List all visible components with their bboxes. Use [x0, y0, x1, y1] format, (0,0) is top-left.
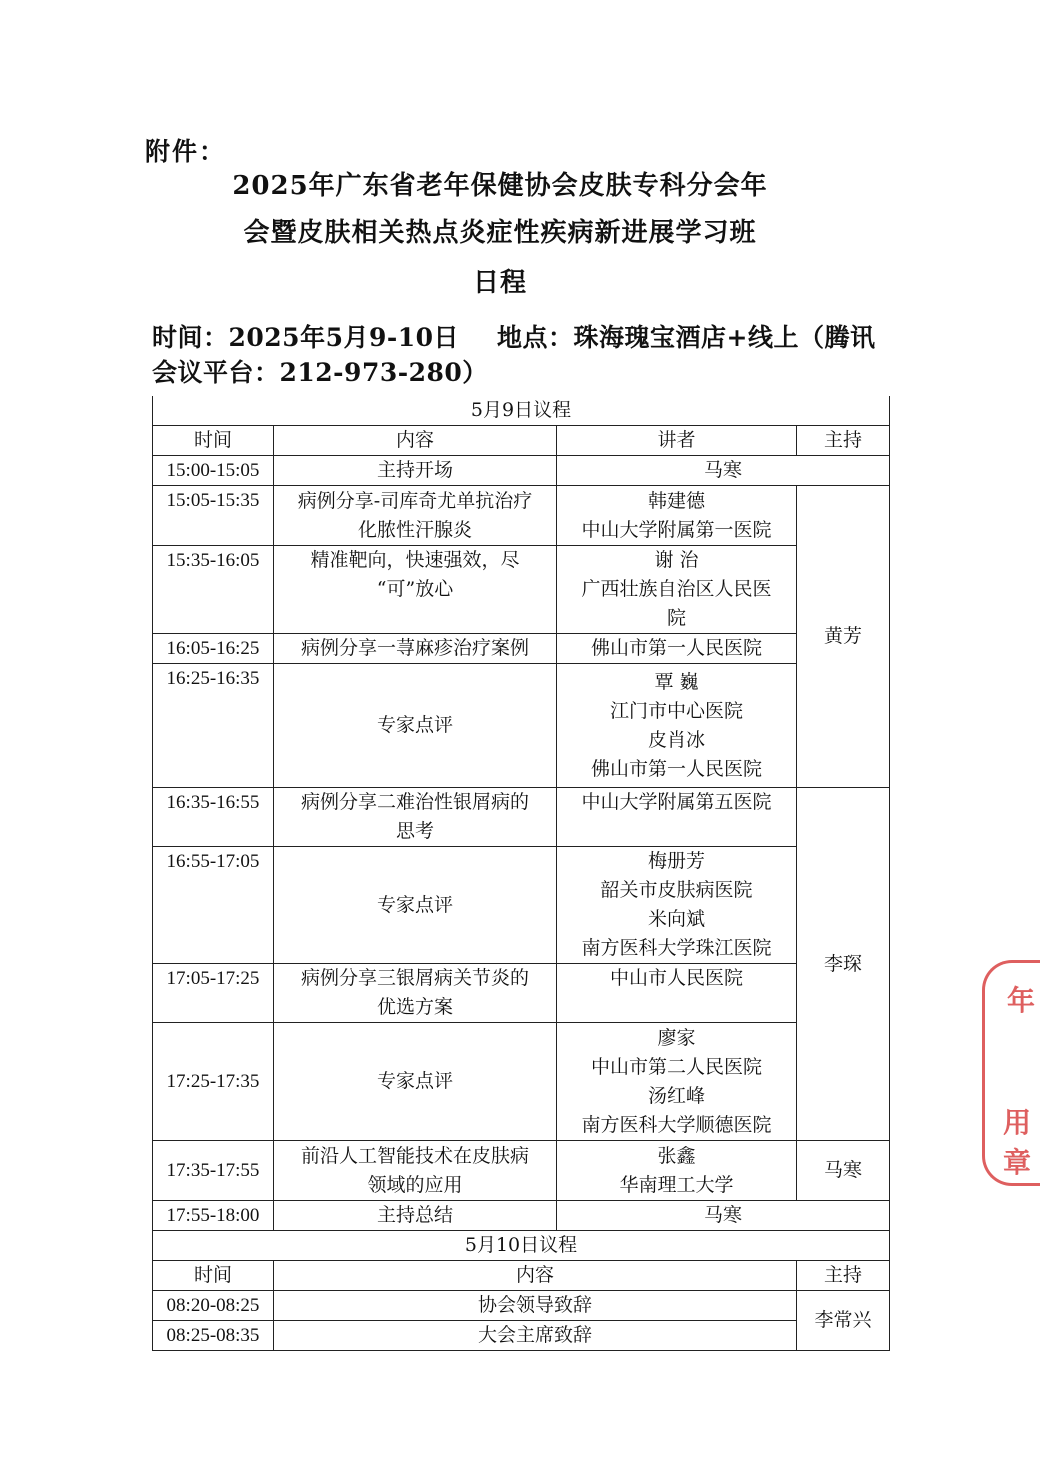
- content-line: 优选方案: [376, 996, 453, 1018]
- session-speaker: 佛山市第一人民医院: [557, 634, 797, 664]
- table-row: [153, 1321, 890, 1351]
- schedule-table: [152, 396, 890, 1351]
- speaker-name: 米向斌: [647, 908, 705, 930]
- session-speaker: 马寒: [557, 1201, 890, 1231]
- session-content: [274, 1141, 557, 1201]
- day2-column-header-row: [153, 1261, 890, 1291]
- table-row: [153, 546, 890, 634]
- session-speaker: 马寒: [557, 456, 890, 486]
- seal-char: 用章: [1003, 1106, 1032, 1179]
- session-time: 16:25-16:35: [153, 664, 274, 788]
- speaker-affiliation: 南方医科大学珠江医院: [581, 937, 772, 959]
- table-row: [153, 1291, 890, 1321]
- table-row: [153, 847, 890, 964]
- session-speaker: [557, 1023, 797, 1141]
- column-header-host: 主持: [797, 1261, 890, 1291]
- title-line-3: 日程: [472, 268, 527, 298]
- day1-header: 5月9日议程: [153, 396, 890, 426]
- table-row: [153, 1023, 890, 1141]
- session-speaker: [557, 546, 797, 634]
- speaker-affiliation: 院: [666, 607, 686, 629]
- speaker-name: 汤红峰: [647, 1084, 705, 1107]
- speaker-name: 覃 巍: [654, 670, 699, 693]
- host-cell: 马寒: [797, 1141, 890, 1201]
- column-header-time: 时间: [153, 426, 274, 456]
- session-content: 主持总结: [274, 1201, 557, 1231]
- table-row: [153, 788, 890, 847]
- speaker-affiliation: 南方医科大学顺德医院: [581, 1113, 772, 1136]
- speaker-name: 廖家: [657, 1026, 696, 1049]
- day1-header-row: [153, 396, 890, 426]
- column-header-host: 主持: [797, 426, 890, 456]
- session-time: 16:05-16:25: [153, 634, 274, 664]
- session-time: 17:35-17:55: [153, 1141, 274, 1201]
- speaker-affiliation: 中山市第二人民医院: [590, 1055, 762, 1078]
- attachment-label: 附件：: [145, 137, 227, 166]
- content-line: 前沿人工智能技术在皮肤病: [300, 1144, 529, 1167]
- table-row: [153, 634, 890, 664]
- session-time: 15:00-15:05: [153, 456, 274, 486]
- session-content: 专家点评: [274, 664, 557, 788]
- official-seal-fragment: [982, 960, 1040, 1186]
- session-content: [274, 546, 557, 634]
- session-content: 大会主席致辞: [274, 1321, 797, 1351]
- content-line: 病例分享三银屑病关节炎的: [300, 967, 529, 989]
- content-line: 精准靶向，快速强效，尽: [310, 549, 520, 571]
- speaker-name: 张鑫: [657, 1144, 696, 1167]
- content-line: “可”放心: [376, 578, 454, 600]
- session-content: 主持开场: [274, 456, 557, 486]
- speaker-affiliation: 华南理工大学: [619, 1173, 734, 1196]
- table-row: [153, 456, 890, 486]
- content-line: 化脓性汗腺炎: [357, 518, 472, 541]
- speaker-affiliation: 中山大学附属第一医院: [581, 518, 772, 541]
- speaker-name: 谢 治: [654, 549, 699, 571]
- session-time: 08:25-08:35: [153, 1321, 274, 1351]
- table-row: [153, 1141, 890, 1201]
- host-cell: 黄芳: [797, 486, 890, 788]
- session-time: 16:55-17:05: [153, 847, 274, 964]
- session-time: 17:25-17:35: [153, 1023, 274, 1141]
- column-header-content: 内容: [274, 1261, 797, 1291]
- session-speaker: [557, 664, 797, 788]
- column-header-content: 内容: [274, 426, 557, 456]
- session-content: [274, 788, 557, 847]
- session-speaker: 中山大学附属第五医院: [557, 788, 797, 847]
- table-row: [153, 964, 890, 1023]
- meeting-location: 地点：珠海瑰宝酒店+线上（腾讯: [497, 323, 876, 352]
- table-row: [153, 486, 890, 546]
- session-content: [274, 964, 557, 1023]
- session-speaker: 中山市人民医院: [557, 964, 797, 1023]
- content-line: 领域的应用: [367, 1173, 463, 1196]
- day1-column-header-row: [153, 426, 890, 456]
- meeting-info-line-1: [152, 318, 876, 354]
- session-time: 17:05-17:25: [153, 964, 274, 1023]
- title-line-1: 2025年广东省老年保健协会皮肤专科分会年: [232, 171, 768, 201]
- session-time: 17:55-18:00: [153, 1201, 274, 1231]
- session-time: 08:20-08:25: [153, 1291, 274, 1321]
- content-line: 思考: [395, 820, 434, 842]
- content-line: 病例分享-司库奇尤单抗治疗: [297, 489, 533, 512]
- day2-header: 5月10日议程: [153, 1231, 890, 1261]
- speaker-name: 皮肖冰: [647, 728, 705, 751]
- column-header-time: 时间: [153, 1261, 274, 1291]
- table-row: [153, 1201, 890, 1231]
- day2-header-row: [153, 1231, 890, 1261]
- session-content: 专家点评: [274, 847, 557, 964]
- session-speaker: [557, 486, 797, 546]
- session-content: 病例分享一荨麻疹治疗案例: [274, 634, 557, 664]
- speaker-affiliation: 江门市中心医院: [609, 699, 743, 722]
- speaker-affiliation: 广西壮族自治区人民医: [581, 578, 772, 600]
- session-time: 15:35-16:05: [153, 546, 274, 634]
- session-content: 专家点评: [274, 1023, 557, 1141]
- host-cell: 李琛: [797, 788, 890, 1141]
- speaker-name: 韩建德: [647, 489, 705, 512]
- title-line-2: 会暨皮肤相关热点炎症性疾病新进展学习班: [243, 218, 757, 248]
- meeting-time: 时间：2025年5月9-10日: [152, 323, 460, 352]
- session-speaker: [557, 1141, 797, 1201]
- speaker-name: 梅册芳: [647, 850, 705, 872]
- session-content: [274, 486, 557, 546]
- host-cell: 李常兴: [797, 1291, 890, 1351]
- seal-char: 年: [1007, 984, 1036, 1017]
- content-line: 病例分享二难治性银屑病的: [300, 791, 529, 813]
- meeting-info-line-2: 会议平台：212-973-280）: [152, 358, 488, 387]
- table-row: [153, 664, 890, 788]
- column-header-speaker: 讲者: [557, 426, 797, 456]
- speaker-affiliation: 韶关市皮肤病医院: [600, 879, 753, 901]
- session-time: 15:05-15:35: [153, 486, 274, 546]
- speaker-affiliation: 佛山市第一人民医院: [590, 757, 762, 780]
- session-speaker: [557, 847, 797, 964]
- session-content: 协会领导致辞: [274, 1291, 797, 1321]
- session-time: 16:35-16:55: [153, 788, 274, 847]
